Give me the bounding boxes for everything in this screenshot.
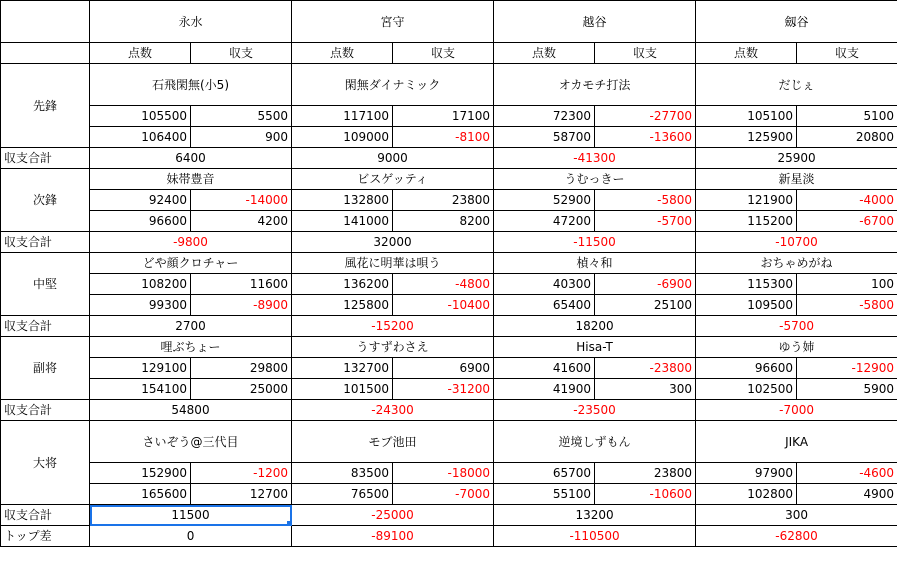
player-name-cell[interactable]: うすずわさえ (292, 337, 494, 358)
score-cell[interactable]: 105100 (696, 106, 797, 127)
balance-cell[interactable]: 17100 (393, 106, 494, 127)
score-cell[interactable]: 102800 (696, 484, 797, 505)
score-cell[interactable]: 102500 (696, 379, 797, 400)
score-cell[interactable]: 152900 (90, 463, 191, 484)
balance-cell[interactable]: -13600 (595, 127, 696, 148)
player-name-cell[interactable]: モブ池田 (292, 421, 494, 463)
score-cell[interactable]: 65700 (494, 463, 595, 484)
score-header-cell[interactable]: 点数 (90, 43, 191, 64)
score-cell[interactable]: 132800 (292, 190, 393, 211)
score-cell[interactable]: 41600 (494, 358, 595, 379)
player-name-cell[interactable]: 石飛閑無(小5) (90, 64, 292, 106)
player-name-cell[interactable]: Hisa-T (494, 337, 696, 358)
score-cell[interactable]: 136200 (292, 274, 393, 295)
score-cell[interactable]: 106400 (90, 127, 191, 148)
balance-cell[interactable]: 23800 (595, 463, 696, 484)
game-row (1, 358, 898, 379)
player-name-cell[interactable]: 新星淡 (696, 169, 898, 190)
top-diff-value-cell[interactable]: -110500 (494, 526, 696, 547)
balance-cell[interactable]: -14000 (191, 190, 292, 211)
balance-cell[interactable]: -4600 (797, 463, 898, 484)
score-cell[interactable]: 76500 (292, 484, 393, 505)
balance-cell[interactable]: 25000 (191, 379, 292, 400)
balance-cell[interactable]: -8900 (191, 295, 292, 316)
round-label-cell[interactable]: 副将 (1, 337, 90, 400)
total-row (1, 505, 898, 526)
round-label-cell[interactable]: 先鋒 (1, 64, 90, 148)
balance-cell[interactable]: -4000 (797, 190, 898, 211)
balance-cell[interactable]: 11600 (191, 274, 292, 295)
total-value-cell[interactable]: 54800 (90, 400, 292, 421)
player-name-cell[interactable]: どや顔クロチャー (90, 253, 292, 274)
player-name-cell[interactable]: ビスゲッティ (292, 169, 494, 190)
score-cell[interactable]: 92400 (90, 190, 191, 211)
top-diff-row (1, 526, 898, 547)
player-row (1, 169, 898, 190)
balance-cell[interactable]: -18000 (393, 463, 494, 484)
balance-cell[interactable]: 12700 (191, 484, 292, 505)
score-cell[interactable]: 41900 (494, 379, 595, 400)
player-row (1, 64, 898, 106)
balance-cell[interactable]: -1200 (191, 463, 292, 484)
score-cell[interactable]: 72300 (494, 106, 595, 127)
score-header-cell[interactable]: 点数 (494, 43, 595, 64)
total-row (1, 316, 898, 337)
score-cell[interactable]: 141000 (292, 211, 393, 232)
balance-cell[interactable]: 5500 (191, 106, 292, 127)
total-value-cell[interactable]: 6400 (90, 148, 292, 169)
score-cell[interactable]: 129100 (90, 358, 191, 379)
balance-cell[interactable]: 25100 (595, 295, 696, 316)
game-row (1, 106, 898, 127)
balance-cell[interactable]: -5700 (595, 211, 696, 232)
score-cell[interactable]: 40300 (494, 274, 595, 295)
balance-cell[interactable]: 900 (191, 127, 292, 148)
corner-cell[interactable] (1, 1, 90, 43)
total-label-cell[interactable]: 収支合計 (1, 148, 90, 169)
player-name-cell[interactable]: 閑無ダイナミック (292, 64, 494, 106)
player-name-cell[interactable]: だじぇ (696, 64, 898, 106)
total-value-cell[interactable]: -41300 (494, 148, 696, 169)
total-value-cell[interactable]: -7000 (696, 400, 898, 421)
balance-header-cell[interactable]: 収支 (797, 43, 898, 64)
balance-cell[interactable]: 4900 (797, 484, 898, 505)
balance-cell[interactable]: 100 (797, 274, 898, 295)
score-cell[interactable]: 115300 (696, 274, 797, 295)
balance-cell[interactable]: -12900 (797, 358, 898, 379)
game-row (1, 463, 898, 484)
total-row (1, 232, 898, 253)
balance-cell[interactable]: 23800 (393, 190, 494, 211)
total-value-cell[interactable]: -24300 (292, 400, 494, 421)
score-cell[interactable]: 117100 (292, 106, 393, 127)
score-cell[interactable]: 58700 (494, 127, 595, 148)
total-row (1, 400, 898, 421)
score-cell[interactable]: 125800 (292, 295, 393, 316)
balance-cell[interactable]: 4200 (191, 211, 292, 232)
balance-cell[interactable]: -27700 (595, 106, 696, 127)
round-label-cell[interactable]: 中堅 (1, 253, 90, 316)
player-name-cell[interactable]: 風花に明華は唄う (292, 253, 494, 274)
player-row (1, 421, 898, 463)
game-row (1, 127, 898, 148)
total-value-cell[interactable]: 9000 (292, 148, 494, 169)
game-row (1, 211, 898, 232)
total-row (1, 148, 898, 169)
total-value-cell[interactable]: 13200 (494, 505, 696, 526)
player-name-cell[interactable]: さいぞう@三代目 (90, 421, 292, 463)
balance-cell[interactable]: -10400 (393, 295, 494, 316)
total-value-cell[interactable]: -10700 (696, 232, 898, 253)
score-cell[interactable]: 52900 (494, 190, 595, 211)
total-label-cell[interactable]: 収支合計 (1, 505, 90, 526)
team-name-cell[interactable]: 越谷 (494, 1, 696, 43)
balance-cell[interactable]: -6700 (797, 211, 898, 232)
total-value-cell[interactable]: 25900 (696, 148, 898, 169)
player-row (1, 253, 898, 274)
balance-cell[interactable]: -8100 (393, 127, 494, 148)
player-name-cell[interactable]: 妹帯豊音 (90, 169, 292, 190)
score-cell[interactable]: 101500 (292, 379, 393, 400)
team-name-cell[interactable]: 永水 (90, 1, 292, 43)
score-cell[interactable]: 121900 (696, 190, 797, 211)
total-value-cell[interactable]: 18200 (494, 316, 696, 337)
balance-cell[interactable]: -10600 (595, 484, 696, 505)
game-row (1, 190, 898, 211)
total-label-cell[interactable]: 収支合計 (1, 316, 90, 337)
total-label-cell[interactable]: 収支合計 (1, 400, 90, 421)
player-row (1, 337, 898, 358)
total-value-cell[interactable]: 32000 (292, 232, 494, 253)
selection-fill-handle[interactable] (287, 521, 292, 526)
player-name-cell[interactable]: おちゃめがね (696, 253, 898, 274)
player-name-cell[interactable]: 逆境しずもん (494, 421, 696, 463)
top-diff-label-cell[interactable]: トップ差 (1, 526, 90, 547)
balance-cell[interactable]: 300 (595, 379, 696, 400)
corner-cell[interactable] (1, 43, 90, 64)
team-name-cell[interactable]: 宮守 (292, 1, 494, 43)
team-header-row (1, 1, 898, 43)
total-value-cell[interactable]: -15200 (292, 316, 494, 337)
total-value-cell[interactable]: -25000 (292, 505, 494, 526)
score-cell[interactable]: 165600 (90, 484, 191, 505)
top-diff-value-cell[interactable]: 0 (90, 526, 292, 547)
balance-cell[interactable]: 29800 (191, 358, 292, 379)
total-value-cell[interactable]: 300 (696, 505, 898, 526)
total-label-cell[interactable]: 収支合計 (1, 232, 90, 253)
score-cell[interactable]: 96600 (696, 358, 797, 379)
player-name-cell[interactable]: ゆう姉 (696, 337, 898, 358)
balance-header-cell[interactable]: 収支 (595, 43, 696, 64)
player-name-cell[interactable]: オカモチ打法 (494, 64, 696, 106)
total-value-cell[interactable]: 2700 (90, 316, 292, 337)
round-label-cell[interactable]: 大将 (1, 421, 90, 505)
game-row (1, 484, 898, 505)
balance-cell[interactable]: -31200 (393, 379, 494, 400)
player-name-cell[interactable]: うむっきー (494, 169, 696, 190)
total-value-cell[interactable]: -5700 (696, 316, 898, 337)
score-cell[interactable]: 132700 (292, 358, 393, 379)
score-cell[interactable]: 96600 (90, 211, 191, 232)
score-cell[interactable]: 109500 (696, 295, 797, 316)
score-cell[interactable]: 65400 (494, 295, 595, 316)
balance-header-cell[interactable]: 収支 (393, 43, 494, 64)
balance-cell[interactable]: 8200 (393, 211, 494, 232)
score-cell[interactable]: 125900 (696, 127, 797, 148)
score-header-cell[interactable]: 点数 (696, 43, 797, 64)
balance-cell[interactable]: 5900 (797, 379, 898, 400)
balance-cell[interactable]: 20800 (797, 127, 898, 148)
game-row (1, 274, 898, 295)
balance-cell[interactable]: 6900 (393, 358, 494, 379)
score-cell[interactable]: 105500 (90, 106, 191, 127)
balance-cell[interactable]: -7000 (393, 484, 494, 505)
balance-cell[interactable]: 5100 (797, 106, 898, 127)
balance-header-cell[interactable]: 収支 (191, 43, 292, 64)
total-value-cell[interactable]: -11500 (494, 232, 696, 253)
score-cell[interactable]: 109000 (292, 127, 393, 148)
game-row (1, 295, 898, 316)
player-name-cell[interactable]: 哩ぶちょー (90, 337, 292, 358)
player-name-cell[interactable]: JIKA (696, 421, 898, 463)
score-header-cell[interactable]: 点数 (292, 43, 393, 64)
player-name-cell[interactable]: 楨々和 (494, 253, 696, 274)
top-diff-value-cell[interactable]: -89100 (292, 526, 494, 547)
score-cell[interactable]: 108200 (90, 274, 191, 295)
balance-cell[interactable]: -5800 (797, 295, 898, 316)
total-value-cell[interactable]: 11500 (90, 505, 292, 526)
total-value-cell[interactable]: -23500 (494, 400, 696, 421)
team-name-cell[interactable]: 劔谷 (696, 1, 898, 43)
total-value-cell[interactable]: -9800 (90, 232, 292, 253)
balance-cell[interactable]: -6900 (595, 274, 696, 295)
balance-cell[interactable]: -5800 (595, 190, 696, 211)
score-cell[interactable]: 47200 (494, 211, 595, 232)
score-cell[interactable]: 115200 (696, 211, 797, 232)
score-cell[interactable]: 99300 (90, 295, 191, 316)
score-cell[interactable]: 55100 (494, 484, 595, 505)
score-cell[interactable]: 83500 (292, 463, 393, 484)
game-row (1, 379, 898, 400)
round-label-cell[interactable]: 次鋒 (1, 169, 90, 232)
subheader-row (1, 43, 898, 64)
score-cell[interactable]: 154100 (90, 379, 191, 400)
score-cell[interactable]: 97900 (696, 463, 797, 484)
balance-cell[interactable]: -23800 (595, 358, 696, 379)
top-diff-value-cell[interactable]: -62800 (696, 526, 898, 547)
balance-cell[interactable]: -4800 (393, 274, 494, 295)
